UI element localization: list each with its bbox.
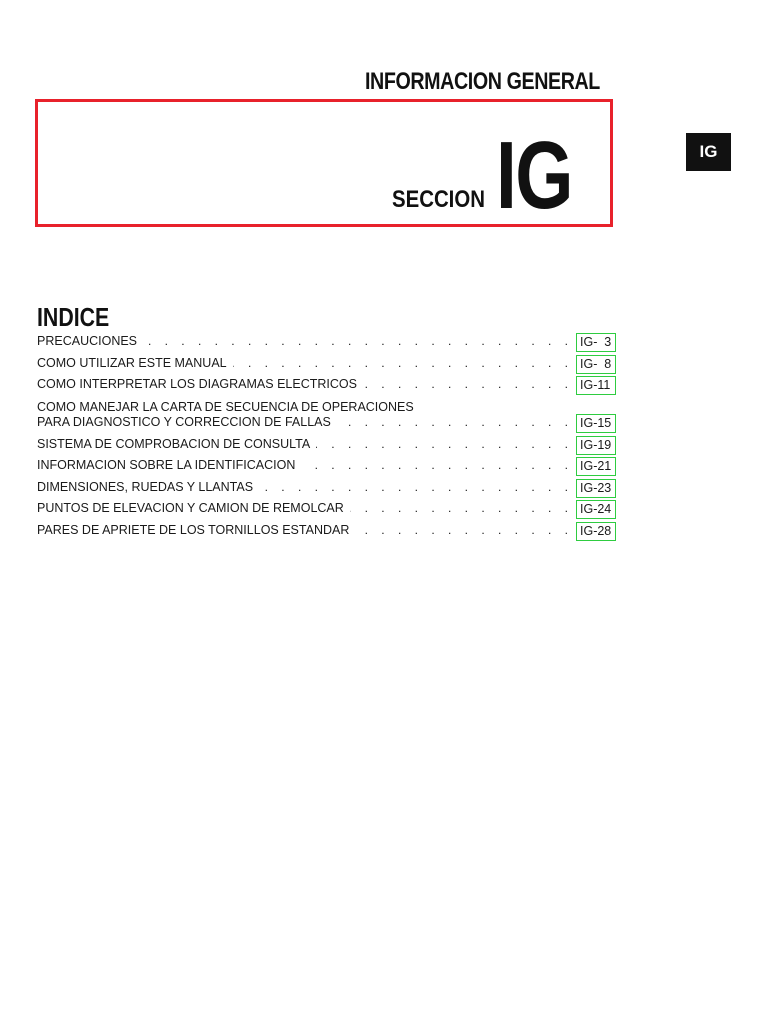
page-reference[interactable]: IG-21: [576, 457, 616, 476]
dot-leader: [259, 480, 573, 495]
toc-entry-text: PRECAUCIONES: [37, 334, 143, 349]
toc-entry-text: COMO MANEJAR LA CARTA DE SECUENCIA DE OPERACIONES: [37, 400, 414, 414]
page-reference[interactable]: IG-19: [576, 436, 616, 455]
toc-entry-text: DIMENSIONES, RUEDAS Y LLANTAS: [37, 480, 259, 495]
page-reference[interactable]: IG-28: [576, 522, 616, 541]
toc-entry[interactable]: [37, 501, 619, 516]
toc-entry[interactable]: [37, 400, 619, 430]
toc-entry[interactable]: [37, 523, 619, 538]
toc-entry-text: PUNTOS DE ELEVACION Y CAMION DE REMOLCAR: [37, 501, 350, 516]
page-reference[interactable]: IG-24: [576, 500, 616, 519]
page-title: INFORMACION GENERAL: [365, 68, 600, 95]
toc-entry-text: COMO UTILIZAR ESTE MANUAL: [37, 356, 233, 371]
toc-entry[interactable]: [37, 437, 619, 452]
page-reference[interactable]: IG- 8: [576, 355, 616, 374]
dot-leader: [316, 437, 573, 452]
toc-entry[interactable]: [37, 480, 619, 495]
page-reference[interactable]: IG-11: [576, 376, 616, 395]
page-reference[interactable]: IG-15: [576, 414, 616, 433]
index-title: INDICE: [37, 302, 110, 332]
toc-entry-text: SISTEMA DE COMPROBACION DE CONSULTA: [37, 437, 316, 452]
toc-entry-text: COMO INTERPRETAR LOS DIAGRAMAS ELECTRICOS: [37, 377, 363, 392]
page-reference[interactable]: IG- 3: [576, 333, 616, 352]
dot-leader: [143, 334, 573, 349]
dot-leader: [355, 523, 573, 538]
section-tab[interactable]: IG: [686, 133, 731, 171]
dot-leader: [233, 356, 573, 371]
section-code: IG: [496, 122, 572, 229]
toc-entry-text: PARES DE APRIETE DE LOS TORNILLOS ESTANDAR: [37, 523, 355, 538]
dot-leader: [337, 415, 573, 430]
dot-leader: [363, 377, 573, 392]
table-of-contents: [37, 334, 619, 544]
toc-entry[interactable]: [37, 377, 619, 392]
toc-entry[interactable]: [37, 334, 619, 349]
dot-leader: [350, 501, 573, 516]
page-reference[interactable]: IG-23: [576, 479, 616, 498]
toc-entry[interactable]: [37, 356, 619, 371]
section-label: SECCION: [392, 186, 485, 213]
dot-leader: [301, 458, 573, 473]
toc-entry[interactable]: [37, 458, 619, 473]
toc-entry-text: PARA DIAGNOSTICO Y CORRECCION DE FALLAS: [37, 415, 337, 430]
toc-entry-text: INFORMACION SOBRE LA IDENTIFICACION: [37, 458, 301, 473]
